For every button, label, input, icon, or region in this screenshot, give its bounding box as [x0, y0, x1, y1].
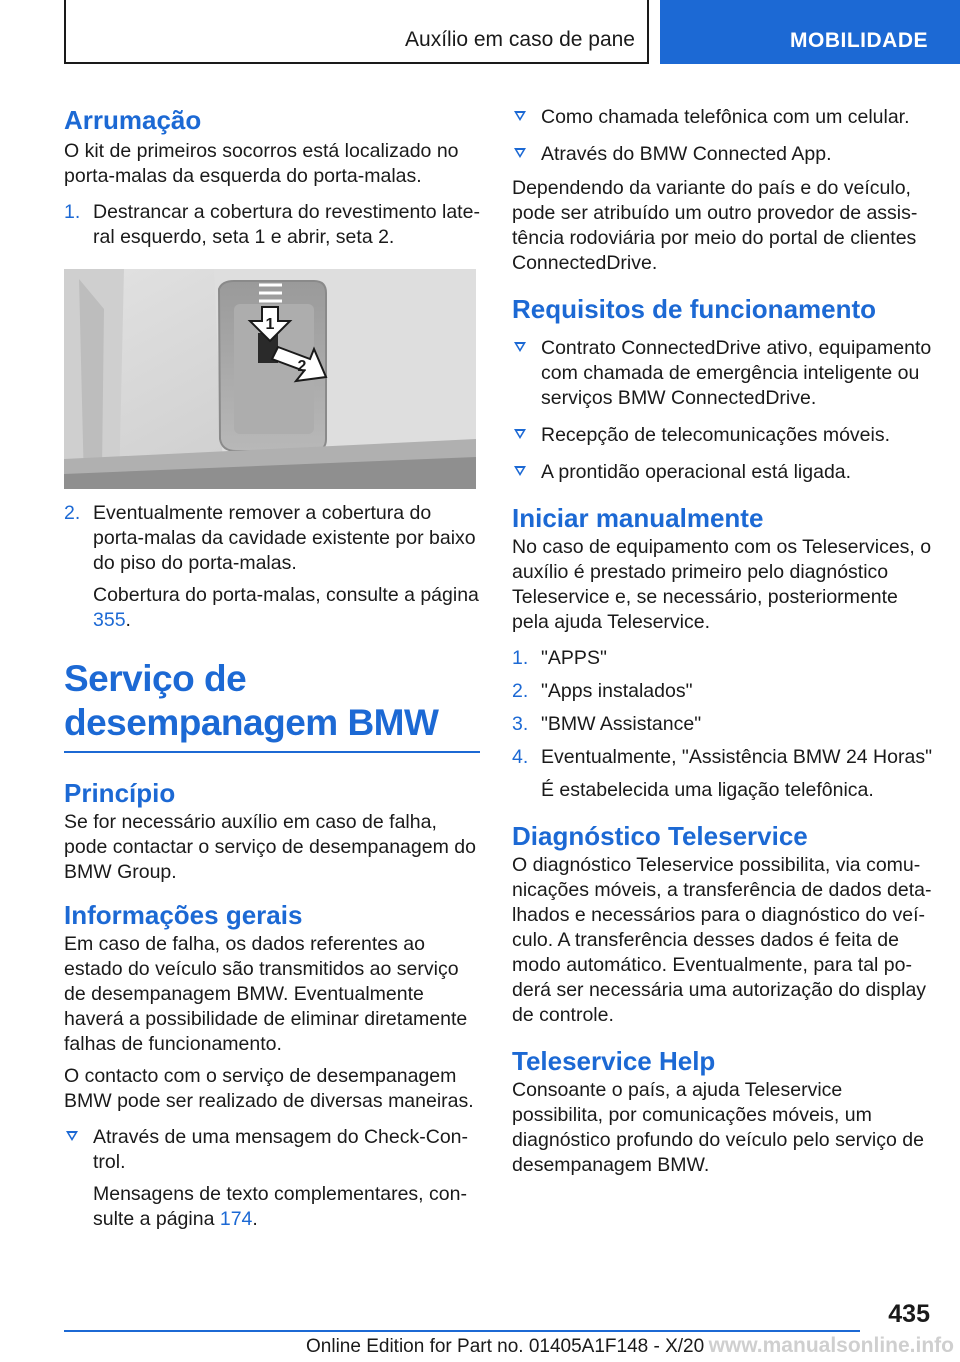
heading-informacoes-gerais: Informações gerais — [64, 900, 303, 930]
list-item — [512, 712, 932, 737]
watermark: www.manualsonline.info — [708, 1334, 954, 1357]
step-text: Eventualmente, "Assistência BMW 24 Horas" — [541, 746, 932, 768]
bullet-triangle-icon — [514, 429, 526, 439]
bullet-text: A prontidão operacional está ligada. — [541, 461, 852, 483]
informacoes-p1: Em caso de falha, os dados referentes ao estado do veículo são transmitidos ao serviço de desempanagem BMW. Eventualmente haverá a possibilidade de eliminar diretamente falhas de funcionamento. — [64, 933, 468, 1055]
heading-diagnostico-teleservice: Diagnóstico Teleservice — [512, 821, 808, 851]
list-item — [512, 336, 932, 411]
list-item — [512, 646, 932, 671]
bullet-triangle-icon — [66, 1131, 78, 1141]
step-number: 2. — [512, 680, 529, 702]
punctuation: . — [252, 1208, 258, 1230]
heading-servico-desempanagem: Serviço de desempanagem BMW — [64, 658, 439, 743]
step-number: 4. — [512, 746, 529, 768]
step-number: 1. — [512, 647, 529, 669]
step-number: 3. — [512, 713, 529, 735]
step-number: 1. — [64, 201, 81, 223]
trunk-compartment-illustration — [64, 269, 476, 489]
header-chapter-title: MOBILIDADE — [790, 29, 928, 52]
bullet-triangle-icon — [514, 111, 526, 121]
bullet-text: Através do BMW Connected App. — [541, 143, 832, 165]
list-item — [512, 460, 932, 485]
step-text: "Apps instalados" — [541, 680, 693, 702]
header-chapter-box — [660, 0, 960, 64]
heading-arrumacao: Arrumação — [64, 105, 202, 135]
arrow-label-2: 2 — [297, 358, 307, 375]
footer-rule — [64, 1330, 860, 1332]
variante-text: Dependendo da variante do país e do veículo, pode ser atribuído um outro provedor de assistência rodoviária por meio do portal de clientes ConnectedDrive. — [512, 177, 918, 274]
heading-principio: Princípio — [64, 778, 176, 808]
bullet-continuation — [64, 1182, 480, 1232]
page-link-355[interactable]: 355 — [93, 609, 126, 631]
step-number: 2. — [64, 502, 81, 524]
bullet-text: Recepção de telecomunicações móveis. — [541, 424, 891, 446]
list-item — [64, 501, 480, 576]
list-item — [512, 105, 932, 130]
arrow-label-1: 1 — [265, 316, 275, 333]
help-text: Consoante o país, a ajuda Teleservice possibilita, por comunicações móveis, um diagnóstico profundo do veículo pelo serviço de desempanagem BMW. — [512, 1079, 924, 1176]
list-item — [512, 423, 932, 448]
list-item — [512, 142, 932, 167]
principio-text: Se for necessário auxílio em caso de falha, pode contactar o serviço de desempanagem do BMW Group. — [64, 811, 476, 883]
arrumacao-intro: O kit de primeiros socorros está localizado no porta-malas da esquerda do porta-malas. — [64, 140, 459, 187]
informacoes-p2: O contacto com o serviço de desempanagem BMW pode ser realizado de diversas maneiras. — [64, 1065, 474, 1112]
step-text: "BMW Assistance" — [541, 713, 702, 735]
bullet-triangle-icon — [514, 466, 526, 476]
page-number: 435 — [888, 1300, 930, 1328]
iniciar-text: No caso de equipamento com os Teleservices, o auxílio é prestado primeiro pelo diagnóstico Teleservice e, se necessário, posteriormente pela ajuda Teleservice. — [512, 536, 932, 633]
heading-requisitos: Requisitos de funcionamento — [512, 294, 877, 324]
heading-iniciar-manualmente: Iniciar manualmente — [512, 503, 764, 533]
bullet-triangle-icon — [514, 342, 526, 352]
bullet-text: Contrato ConnectedDrive ativo, equipamento com chamada de emergência inteligente ou serviços BMW ConnectedDrive. — [541, 337, 932, 409]
header-section-box — [64, 0, 649, 64]
header-section-title: Auxílio em caso de pane — [405, 28, 635, 51]
list-item — [512, 745, 932, 770]
list-item — [64, 1125, 480, 1175]
step-continuation: É estabelecida uma ligação telefônica. — [541, 779, 874, 801]
bullet-continuation-text: Mensagens de texto complementares, consulte a página — [93, 1183, 467, 1230]
footer-edition: Online Edition for Part no. 01405A1F148 - X/20 — [306, 1336, 705, 1357]
step-text: Eventualmente remover a cobertura do porta-malas da cavidade existente por baixo do piso do porta-malas. — [93, 502, 476, 574]
step-continuation — [64, 583, 480, 633]
step-text: Destrancar a cobertura do revestimento lateral esquerdo, seta 1 e abrir, seta 2. — [93, 201, 480, 248]
bullet-text: Através de uma mensagem do Check-Control. — [93, 1126, 469, 1173]
bullet-text: Como chamada telefônica com um celular. — [541, 106, 910, 128]
bullet-triangle-icon — [514, 148, 526, 158]
list-item — [64, 200, 480, 250]
step-text: "APPS" — [541, 647, 607, 669]
trunk-compartment-image — [64, 269, 476, 489]
list-item — [512, 679, 932, 704]
right-column — [512, 100, 932, 1178]
diagnostico-text: O diagnóstico Teleservice possibilita, via comunicações móveis, a transferência de dados detalhados e necessários para o diagnóstico do veículo. A transferência desses dados é feita de modo automático. Eventualmente, para tal poderá ser necessária uma autorização do display de controle. — [512, 854, 932, 1026]
left-column — [64, 100, 480, 1232]
heading-teleservice-help: Teleservice Help — [512, 1046, 716, 1076]
step-continuation-text: Cobertura do porta-malas, consulte a página — [93, 584, 479, 606]
section-rule — [64, 751, 480, 753]
punctuation: . — [125, 609, 131, 631]
page-link-174[interactable]: 174 — [219, 1208, 253, 1230]
